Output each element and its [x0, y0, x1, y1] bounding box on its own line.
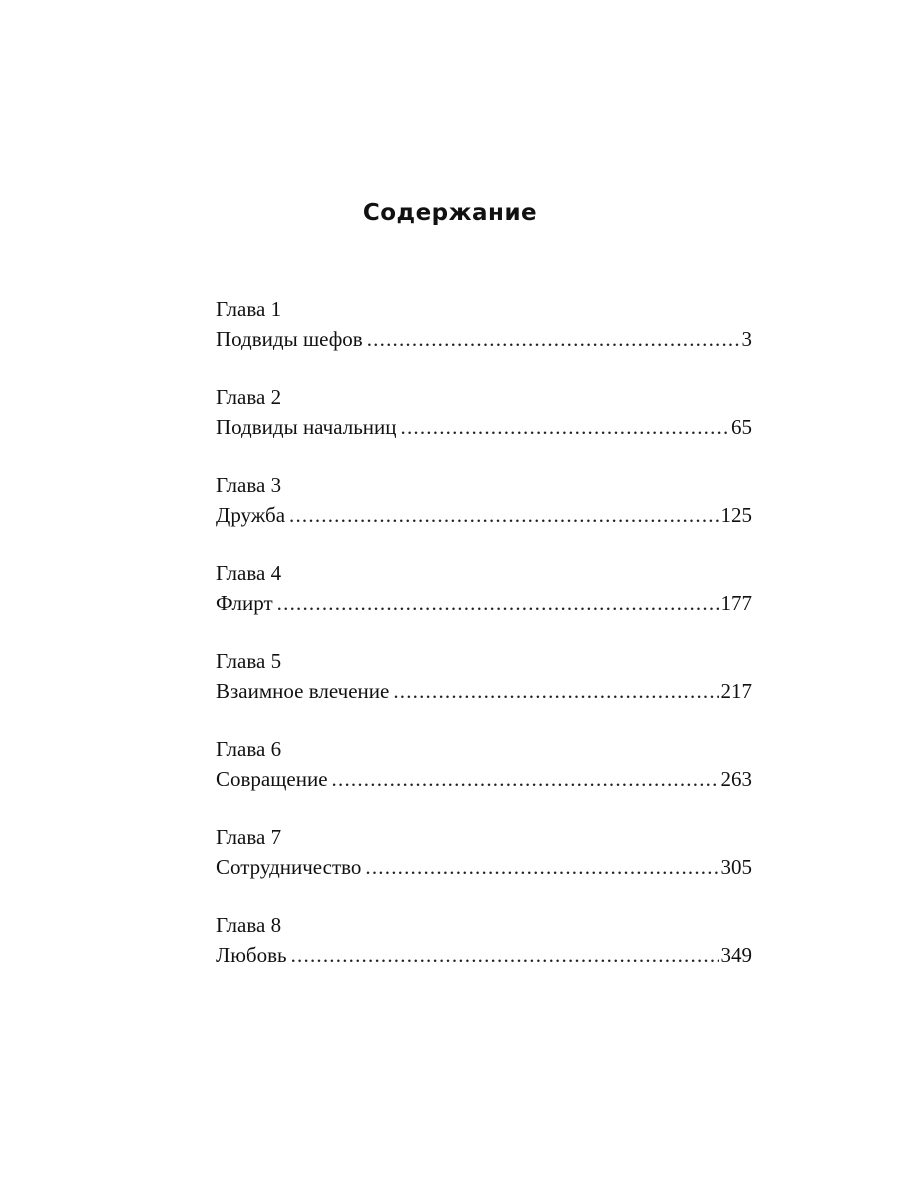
toc-chapter-8: [216, 910, 752, 998]
toc-entry: [216, 852, 752, 882]
dot-leader: [332, 764, 719, 794]
dot-leader: [291, 940, 719, 970]
chapter-label: Глава 7: [216, 825, 282, 849]
toc-entry: [216, 500, 752, 530]
page-number: 125: [720, 503, 752, 527]
chapter-title: Сотрудничество: [216, 855, 362, 879]
toc-entry: [216, 676, 752, 706]
chapter-label: Глава 2: [216, 385, 282, 409]
toc-entry: [216, 940, 752, 970]
dot-leader: [367, 324, 740, 354]
page-number: 305: [720, 855, 752, 879]
dot-leader: [365, 852, 718, 882]
toc-entry: [216, 412, 752, 442]
chapter-title: Подвиды начальниц: [216, 415, 397, 439]
dot-leader: [393, 676, 718, 706]
table-of-contents: [216, 294, 752, 998]
toc-entry: [216, 588, 752, 618]
page-number: 263: [720, 767, 752, 791]
dot-leader: [277, 588, 719, 618]
toc-chapter-7: [216, 822, 752, 910]
chapter-label: Глава 6: [216, 737, 282, 761]
chapter-title: Подвиды шефов: [216, 327, 363, 351]
toc-entry: [216, 764, 752, 794]
chapter-title: Любовь: [216, 943, 287, 967]
toc-chapter-6: [216, 734, 752, 822]
chapter-title: Флирт: [216, 591, 273, 615]
chapter-title: Совращение: [216, 767, 328, 791]
chapter-label: Глава 4: [216, 561, 282, 585]
toc-chapter-4: [216, 558, 752, 646]
dot-leader: [289, 500, 718, 530]
chapter-label: Глава 5: [216, 649, 282, 673]
toc-chapter-5: [216, 646, 752, 734]
toc-entry: [216, 324, 752, 354]
page-number: 65: [731, 415, 752, 439]
chapter-label: Глава 1: [216, 297, 282, 321]
dot-leader: [401, 412, 730, 442]
toc-chapter-2: [216, 382, 752, 470]
chapter-label: Глава 8: [216, 913, 282, 937]
page-number: 349: [720, 943, 752, 967]
page-number: 177: [720, 591, 752, 615]
chapter-label: Глава 3: [216, 473, 282, 497]
toc-chapter-1: [216, 294, 752, 382]
page-number: 217: [720, 679, 752, 703]
toc-chapter-3: [216, 470, 752, 558]
page-number: 3: [741, 327, 752, 351]
page-title: Содержание: [362, 200, 538, 226]
chapter-title: Дружба: [216, 503, 286, 527]
chapter-title: Взаимное влечение: [216, 679, 390, 703]
